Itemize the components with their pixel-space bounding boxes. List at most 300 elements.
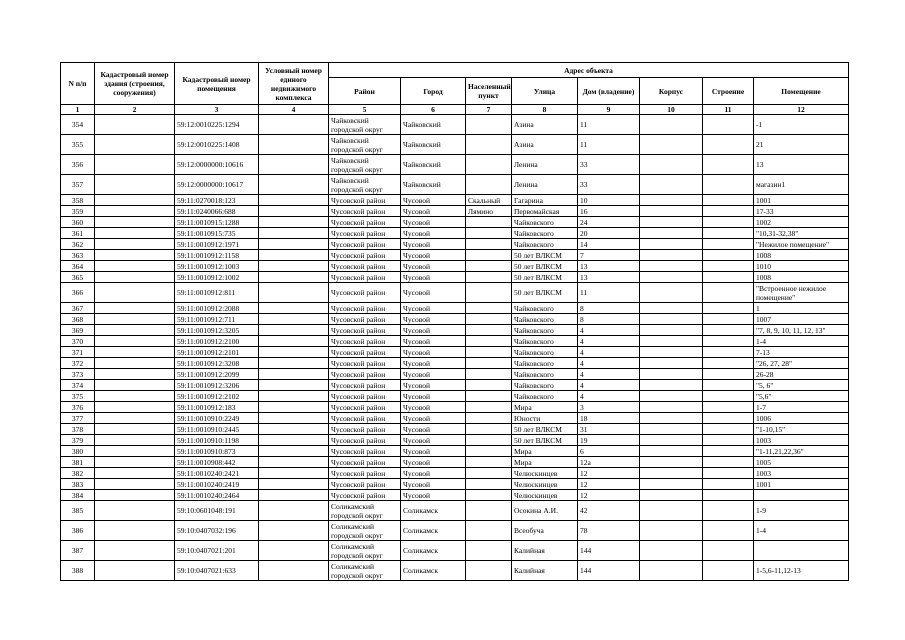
cell-room-cadastral: 59:11:0270018:123 bbox=[175, 195, 259, 206]
cell-city: Чусовой bbox=[401, 446, 466, 457]
cell-stroenie bbox=[703, 347, 754, 358]
cell-settlement bbox=[466, 250, 512, 261]
cell-complex-number bbox=[259, 561, 329, 581]
cell-complex-number bbox=[259, 501, 329, 521]
cell-city: Чайковский bbox=[401, 135, 466, 155]
cell-stroenie bbox=[703, 457, 754, 468]
cell-settlement bbox=[466, 446, 512, 457]
cell-room: 13 bbox=[754, 155, 849, 175]
cell-city: Чусовой bbox=[401, 479, 466, 490]
column-number: 2 bbox=[95, 105, 175, 115]
cell-complex-number bbox=[259, 435, 329, 446]
cell-room: 1008 bbox=[754, 250, 849, 261]
cell-building-cadastral bbox=[95, 217, 175, 228]
cell-city: Чусовой bbox=[401, 369, 466, 380]
cell-district: Чусовской район bbox=[329, 446, 401, 457]
cell-building-cadastral bbox=[95, 175, 175, 195]
cell-n: 380 bbox=[61, 446, 95, 457]
cell-building-cadastral bbox=[95, 457, 175, 468]
cell-city: Чусовой bbox=[401, 195, 466, 206]
cell-complex-number bbox=[259, 347, 329, 358]
cell-complex-number bbox=[259, 369, 329, 380]
cell-n: 367 bbox=[61, 303, 95, 314]
cell-complex-number bbox=[259, 261, 329, 272]
cell-n: 386 bbox=[61, 521, 95, 541]
cell-settlement bbox=[466, 391, 512, 402]
cell-n: 365 bbox=[61, 272, 95, 283]
cell-district: Чусовской район bbox=[329, 424, 401, 435]
cell-room: 1003 bbox=[754, 435, 849, 446]
cell-complex-number bbox=[259, 541, 329, 561]
cell-building-cadastral bbox=[95, 424, 175, 435]
cell-street: Ленина bbox=[512, 175, 578, 195]
cell-room-cadastral: 59:11:0010910:2445 bbox=[175, 424, 259, 435]
cell-settlement bbox=[466, 261, 512, 272]
cell-settlement bbox=[466, 175, 512, 195]
cell-settlement bbox=[466, 336, 512, 347]
cell-stroenie bbox=[703, 239, 754, 250]
cell-district: Чусовской район bbox=[329, 402, 401, 413]
cell-house: 31 bbox=[578, 424, 640, 435]
table-row bbox=[61, 303, 849, 314]
cell-room-cadastral: 59:12:0000000:10617 bbox=[175, 175, 259, 195]
column-number: 10 bbox=[640, 105, 703, 115]
header-district: Район bbox=[329, 78, 401, 105]
table-row bbox=[61, 155, 849, 175]
cell-room-cadastral: 59:11:0010910:873 bbox=[175, 446, 259, 457]
cell-house: 4 bbox=[578, 336, 640, 347]
cell-district: Чусовской район bbox=[329, 325, 401, 336]
cell-room-cadastral: 59:11:0010912:2099 bbox=[175, 369, 259, 380]
cell-stroenie bbox=[703, 115, 754, 135]
cell-n: 372 bbox=[61, 358, 95, 369]
cell-district: Чайковский городской округ bbox=[329, 175, 401, 195]
cell-room: "Встроенное нежилое помещение" bbox=[754, 283, 849, 303]
cell-korpus bbox=[640, 468, 703, 479]
cell-city: Соликамск bbox=[401, 561, 466, 581]
cell-complex-number bbox=[259, 380, 329, 391]
cell-district: Чусовской район bbox=[329, 303, 401, 314]
cell-complex-number bbox=[259, 336, 329, 347]
cell-stroenie bbox=[703, 250, 754, 261]
table-row bbox=[61, 521, 849, 541]
cell-room-cadastral: 59:11:0010912:1971 bbox=[175, 239, 259, 250]
column-number: 11 bbox=[703, 105, 754, 115]
cell-korpus bbox=[640, 228, 703, 239]
column-number: 8 bbox=[512, 105, 578, 115]
cell-korpus bbox=[640, 501, 703, 521]
cell-house: 7 bbox=[578, 250, 640, 261]
cell-building-cadastral bbox=[95, 115, 175, 135]
cell-city: Чусовой bbox=[401, 347, 466, 358]
table-row bbox=[61, 135, 849, 155]
cell-building-cadastral bbox=[95, 325, 175, 336]
table-row bbox=[61, 380, 849, 391]
cell-house: 8 bbox=[578, 303, 640, 314]
cell-house: 3 bbox=[578, 402, 640, 413]
cell-settlement bbox=[466, 272, 512, 283]
cell-room: 1010 bbox=[754, 261, 849, 272]
cell-street: Чайковского bbox=[512, 358, 578, 369]
cell-korpus bbox=[640, 369, 703, 380]
cell-korpus bbox=[640, 336, 703, 347]
cell-korpus bbox=[640, 391, 703, 402]
cell-complex-number bbox=[259, 228, 329, 239]
cell-n: 355 bbox=[61, 135, 95, 155]
cell-room-cadastral: 59:11:0010912:1002 bbox=[175, 272, 259, 283]
table-row bbox=[61, 490, 849, 501]
cell-room: "5, 6" bbox=[754, 380, 849, 391]
cell-room: 1 bbox=[754, 303, 849, 314]
cell-stroenie bbox=[703, 175, 754, 195]
cell-district: Чусовской район bbox=[329, 228, 401, 239]
cell-room-cadastral: 59:11:0010910:1198 bbox=[175, 435, 259, 446]
cell-street: Чайковского bbox=[512, 336, 578, 347]
cell-room-cadastral: 59:11:0010912:3205 bbox=[175, 325, 259, 336]
cell-room-cadastral: 59:11:0010912:183 bbox=[175, 402, 259, 413]
cell-house: 4 bbox=[578, 358, 640, 369]
cell-district: Чусовской район bbox=[329, 336, 401, 347]
cell-house: 78 bbox=[578, 521, 640, 541]
cell-building-cadastral bbox=[95, 446, 175, 457]
cell-house: 12 bbox=[578, 490, 640, 501]
cell-building-cadastral bbox=[95, 283, 175, 303]
cell-n: 379 bbox=[61, 435, 95, 446]
cell-stroenie bbox=[703, 521, 754, 541]
cell-n: 374 bbox=[61, 380, 95, 391]
cell-house: 12 bbox=[578, 468, 640, 479]
cell-district: Чусовской район bbox=[329, 206, 401, 217]
cell-n: 381 bbox=[61, 457, 95, 468]
cell-korpus bbox=[640, 347, 703, 358]
cell-room-cadastral: 59:11:0240066:688 bbox=[175, 206, 259, 217]
cell-house: 144 bbox=[578, 541, 640, 561]
cell-district: Соликамский городской округ bbox=[329, 501, 401, 521]
cell-building-cadastral bbox=[95, 521, 175, 541]
cell-n: 384 bbox=[61, 490, 95, 501]
cell-district: Чайковский городской округ bbox=[329, 135, 401, 155]
cell-room-cadastral: 59:10:0407021:201 bbox=[175, 541, 259, 561]
cell-korpus bbox=[640, 206, 703, 217]
cell-city: Чусовой bbox=[401, 336, 466, 347]
cell-settlement bbox=[466, 435, 512, 446]
cell-building-cadastral bbox=[95, 250, 175, 261]
cell-korpus bbox=[640, 479, 703, 490]
cell-house: 18 bbox=[578, 413, 640, 424]
cell-korpus bbox=[640, 217, 703, 228]
table-row bbox=[61, 424, 849, 435]
cell-city: Чайковский bbox=[401, 115, 466, 135]
cell-room-cadastral: 59:11:0010912:811 bbox=[175, 283, 259, 303]
cell-complex-number bbox=[259, 239, 329, 250]
cell-korpus bbox=[640, 115, 703, 135]
cell-korpus bbox=[640, 303, 703, 314]
cell-city: Чайковский bbox=[401, 155, 466, 175]
cell-street: Азина bbox=[512, 135, 578, 155]
header-korpus: Корпус bbox=[640, 78, 703, 105]
cell-house: 33 bbox=[578, 175, 640, 195]
cell-building-cadastral bbox=[95, 303, 175, 314]
cell-complex-number bbox=[259, 217, 329, 228]
cell-korpus bbox=[640, 314, 703, 325]
cell-n: 363 bbox=[61, 250, 95, 261]
cell-street: Мира bbox=[512, 402, 578, 413]
cell-street: Челюскинцев bbox=[512, 468, 578, 479]
cell-room: 1-4 bbox=[754, 336, 849, 347]
cell-settlement bbox=[466, 413, 512, 424]
column-number: 1 bbox=[61, 105, 95, 115]
cell-city: Чусовой bbox=[401, 391, 466, 402]
cell-street: Гагарина bbox=[512, 195, 578, 206]
cell-street: Мира bbox=[512, 457, 578, 468]
cell-room: 21 bbox=[754, 135, 849, 155]
cell-complex-number bbox=[259, 358, 329, 369]
cell-room: -1 bbox=[754, 115, 849, 135]
table-row bbox=[61, 228, 849, 239]
cell-street: Чайковского bbox=[512, 303, 578, 314]
cell-settlement bbox=[466, 325, 512, 336]
cell-stroenie bbox=[703, 468, 754, 479]
cell-district: Соликамский городской округ bbox=[329, 521, 401, 541]
cell-city: Чайковский bbox=[401, 175, 466, 195]
cell-house: 4 bbox=[578, 347, 640, 358]
cell-n: 368 bbox=[61, 314, 95, 325]
cell-district: Чусовской район bbox=[329, 261, 401, 272]
cell-city: Чусовой bbox=[401, 490, 466, 501]
table-row bbox=[61, 479, 849, 490]
cell-district: Чусовской район bbox=[329, 195, 401, 206]
cell-room: "5,6" bbox=[754, 391, 849, 402]
cell-korpus bbox=[640, 358, 703, 369]
cell-city: Соликамск bbox=[401, 521, 466, 541]
cell-korpus bbox=[640, 435, 703, 446]
cell-n: 376 bbox=[61, 402, 95, 413]
cell-korpus bbox=[640, 261, 703, 272]
cell-stroenie bbox=[703, 217, 754, 228]
cell-district: Чусовской район bbox=[329, 369, 401, 380]
cell-room-cadastral: 59:12:0010225:1408 bbox=[175, 135, 259, 155]
cell-room: "10,31-32,38" bbox=[754, 228, 849, 239]
cell-city: Соликамск bbox=[401, 541, 466, 561]
cell-n: 383 bbox=[61, 479, 95, 490]
column-numbers-row bbox=[61, 105, 849, 115]
cell-n: 357 bbox=[61, 175, 95, 195]
registry-table bbox=[60, 62, 849, 581]
cell-house: 4 bbox=[578, 369, 640, 380]
header-stroenie: Строение bbox=[703, 78, 754, 105]
cell-n: 358 bbox=[61, 195, 95, 206]
cell-district: Чусовской район bbox=[329, 391, 401, 402]
header-city: Город bbox=[401, 78, 466, 105]
cell-city: Чусовой bbox=[401, 325, 466, 336]
cell-complex-number bbox=[259, 402, 329, 413]
cell-city: Чусовой bbox=[401, 228, 466, 239]
cell-n: 362 bbox=[61, 239, 95, 250]
cell-building-cadastral bbox=[95, 435, 175, 446]
cell-building-cadastral bbox=[95, 228, 175, 239]
cell-settlement bbox=[466, 468, 512, 479]
cell-street: Калийная bbox=[512, 561, 578, 581]
cell-settlement bbox=[466, 358, 512, 369]
cell-room-cadastral: 59:11:0010912:2088 bbox=[175, 303, 259, 314]
cell-house: 4 bbox=[578, 391, 640, 402]
cell-city: Чусовой bbox=[401, 206, 466, 217]
cell-stroenie bbox=[703, 501, 754, 521]
cell-room: магазин1 bbox=[754, 175, 849, 195]
cell-n: 361 bbox=[61, 228, 95, 239]
column-number: 6 bbox=[401, 105, 466, 115]
cell-city: Чусовой bbox=[401, 217, 466, 228]
registry-sheet bbox=[60, 62, 848, 581]
cell-korpus bbox=[640, 402, 703, 413]
cell-stroenie bbox=[703, 391, 754, 402]
cell-room-cadastral: 59:11:0010910:2249 bbox=[175, 413, 259, 424]
cell-city: Чусовой bbox=[401, 435, 466, 446]
table-row bbox=[61, 336, 849, 347]
cell-room: 1003 bbox=[754, 468, 849, 479]
cell-settlement bbox=[466, 541, 512, 561]
cell-room-cadastral: 59:12:0010225:1294 bbox=[175, 115, 259, 135]
cell-n: 370 bbox=[61, 336, 95, 347]
cell-n: 364 bbox=[61, 261, 95, 272]
cell-complex-number bbox=[259, 155, 329, 175]
cell-complex-number bbox=[259, 314, 329, 325]
table-row bbox=[61, 175, 849, 195]
cell-settlement bbox=[466, 369, 512, 380]
cell-house: 4 bbox=[578, 325, 640, 336]
cell-korpus bbox=[640, 521, 703, 541]
cell-district: Чусовской район bbox=[329, 217, 401, 228]
cell-korpus bbox=[640, 541, 703, 561]
cell-house: 10 bbox=[578, 195, 640, 206]
cell-korpus bbox=[640, 283, 703, 303]
cell-korpus bbox=[640, 457, 703, 468]
cell-stroenie bbox=[703, 336, 754, 347]
cell-house: 13 bbox=[578, 261, 640, 272]
cell-korpus bbox=[640, 250, 703, 261]
table-row bbox=[61, 217, 849, 228]
cell-settlement bbox=[466, 217, 512, 228]
cell-complex-number bbox=[259, 135, 329, 155]
cell-district: Чусовской район bbox=[329, 479, 401, 490]
table-row bbox=[61, 239, 849, 250]
cell-stroenie bbox=[703, 325, 754, 336]
cell-room-cadastral: 59:11:0010912:2101 bbox=[175, 347, 259, 358]
table-row bbox=[61, 261, 849, 272]
cell-n: 359 bbox=[61, 206, 95, 217]
table-row bbox=[61, 446, 849, 457]
cell-korpus bbox=[640, 135, 703, 155]
cell-settlement bbox=[466, 457, 512, 468]
cell-n: 354 bbox=[61, 115, 95, 135]
cell-building-cadastral bbox=[95, 391, 175, 402]
table-header bbox=[61, 63, 849, 115]
cell-room-cadastral: 59:11:0010240:2464 bbox=[175, 490, 259, 501]
cell-street: Ленина bbox=[512, 155, 578, 175]
cell-building-cadastral bbox=[95, 468, 175, 479]
cell-room: 17-33 bbox=[754, 206, 849, 217]
cell-room: "1-10,15" bbox=[754, 424, 849, 435]
cell-stroenie bbox=[703, 424, 754, 435]
cell-stroenie bbox=[703, 303, 754, 314]
header-n: N п/п bbox=[61, 63, 95, 105]
cell-house: 11 bbox=[578, 135, 640, 155]
cell-settlement bbox=[466, 402, 512, 413]
cell-building-cadastral bbox=[95, 490, 175, 501]
cell-stroenie bbox=[703, 261, 754, 272]
header-building-cadastral: Кадастровый номер здания (строения, сооружения) bbox=[95, 63, 175, 105]
cell-building-cadastral bbox=[95, 336, 175, 347]
cell-room: 1001 bbox=[754, 479, 849, 490]
cell-district: Чусовской район bbox=[329, 490, 401, 501]
cell-room: 1-9 bbox=[754, 501, 849, 521]
cell-complex-number bbox=[259, 479, 329, 490]
cell-city: Соликамск bbox=[401, 501, 466, 521]
table-row bbox=[61, 325, 849, 336]
table-body bbox=[61, 115, 849, 581]
cell-korpus bbox=[640, 446, 703, 457]
cell-settlement bbox=[466, 228, 512, 239]
cell-stroenie bbox=[703, 206, 754, 217]
cell-settlement bbox=[466, 239, 512, 250]
table-row bbox=[61, 369, 849, 380]
cell-room: 1002 bbox=[754, 217, 849, 228]
cell-room bbox=[754, 490, 849, 501]
cell-house: 14 bbox=[578, 239, 640, 250]
cell-n: 360 bbox=[61, 217, 95, 228]
cell-street: Чайковского bbox=[512, 347, 578, 358]
cell-city: Чусовой bbox=[401, 250, 466, 261]
cell-district: Чусовской район bbox=[329, 358, 401, 369]
cell-stroenie bbox=[703, 402, 754, 413]
cell-settlement bbox=[466, 314, 512, 325]
cell-complex-number bbox=[259, 413, 329, 424]
cell-room-cadastral: 59:11:0010912:1003 bbox=[175, 261, 259, 272]
cell-n: 366 bbox=[61, 283, 95, 303]
cell-building-cadastral bbox=[95, 358, 175, 369]
cell-korpus bbox=[640, 195, 703, 206]
cell-room-cadastral: 59:11:0010915:1288 bbox=[175, 217, 259, 228]
cell-stroenie bbox=[703, 380, 754, 391]
cell-korpus bbox=[640, 325, 703, 336]
cell-building-cadastral bbox=[95, 272, 175, 283]
cell-street: Чайковского bbox=[512, 325, 578, 336]
cell-district: Чайковский городской округ bbox=[329, 155, 401, 175]
header-room-cadastral: Кадастровый номер помещения bbox=[175, 63, 259, 105]
cell-street: Чайковского bbox=[512, 380, 578, 391]
cell-n: 377 bbox=[61, 413, 95, 424]
cell-korpus bbox=[640, 155, 703, 175]
cell-city: Чусовой bbox=[401, 424, 466, 435]
table-row bbox=[61, 391, 849, 402]
table-row bbox=[61, 402, 849, 413]
cell-korpus bbox=[640, 490, 703, 501]
cell-stroenie bbox=[703, 314, 754, 325]
cell-stroenie bbox=[703, 155, 754, 175]
cell-city: Чусовой bbox=[401, 303, 466, 314]
column-number: 9 bbox=[578, 105, 640, 115]
header-house: Дом (владение) bbox=[578, 78, 640, 105]
cell-room-cadastral: 59:10:0407032:196 bbox=[175, 521, 259, 541]
table-row bbox=[61, 250, 849, 261]
header-room: Помещение bbox=[754, 78, 849, 105]
cell-stroenie bbox=[703, 369, 754, 380]
column-number: 5 bbox=[329, 105, 401, 115]
cell-settlement bbox=[466, 115, 512, 135]
cell-stroenie bbox=[703, 358, 754, 369]
cell-district: Чусовской район bbox=[329, 347, 401, 358]
table-row bbox=[61, 115, 849, 135]
